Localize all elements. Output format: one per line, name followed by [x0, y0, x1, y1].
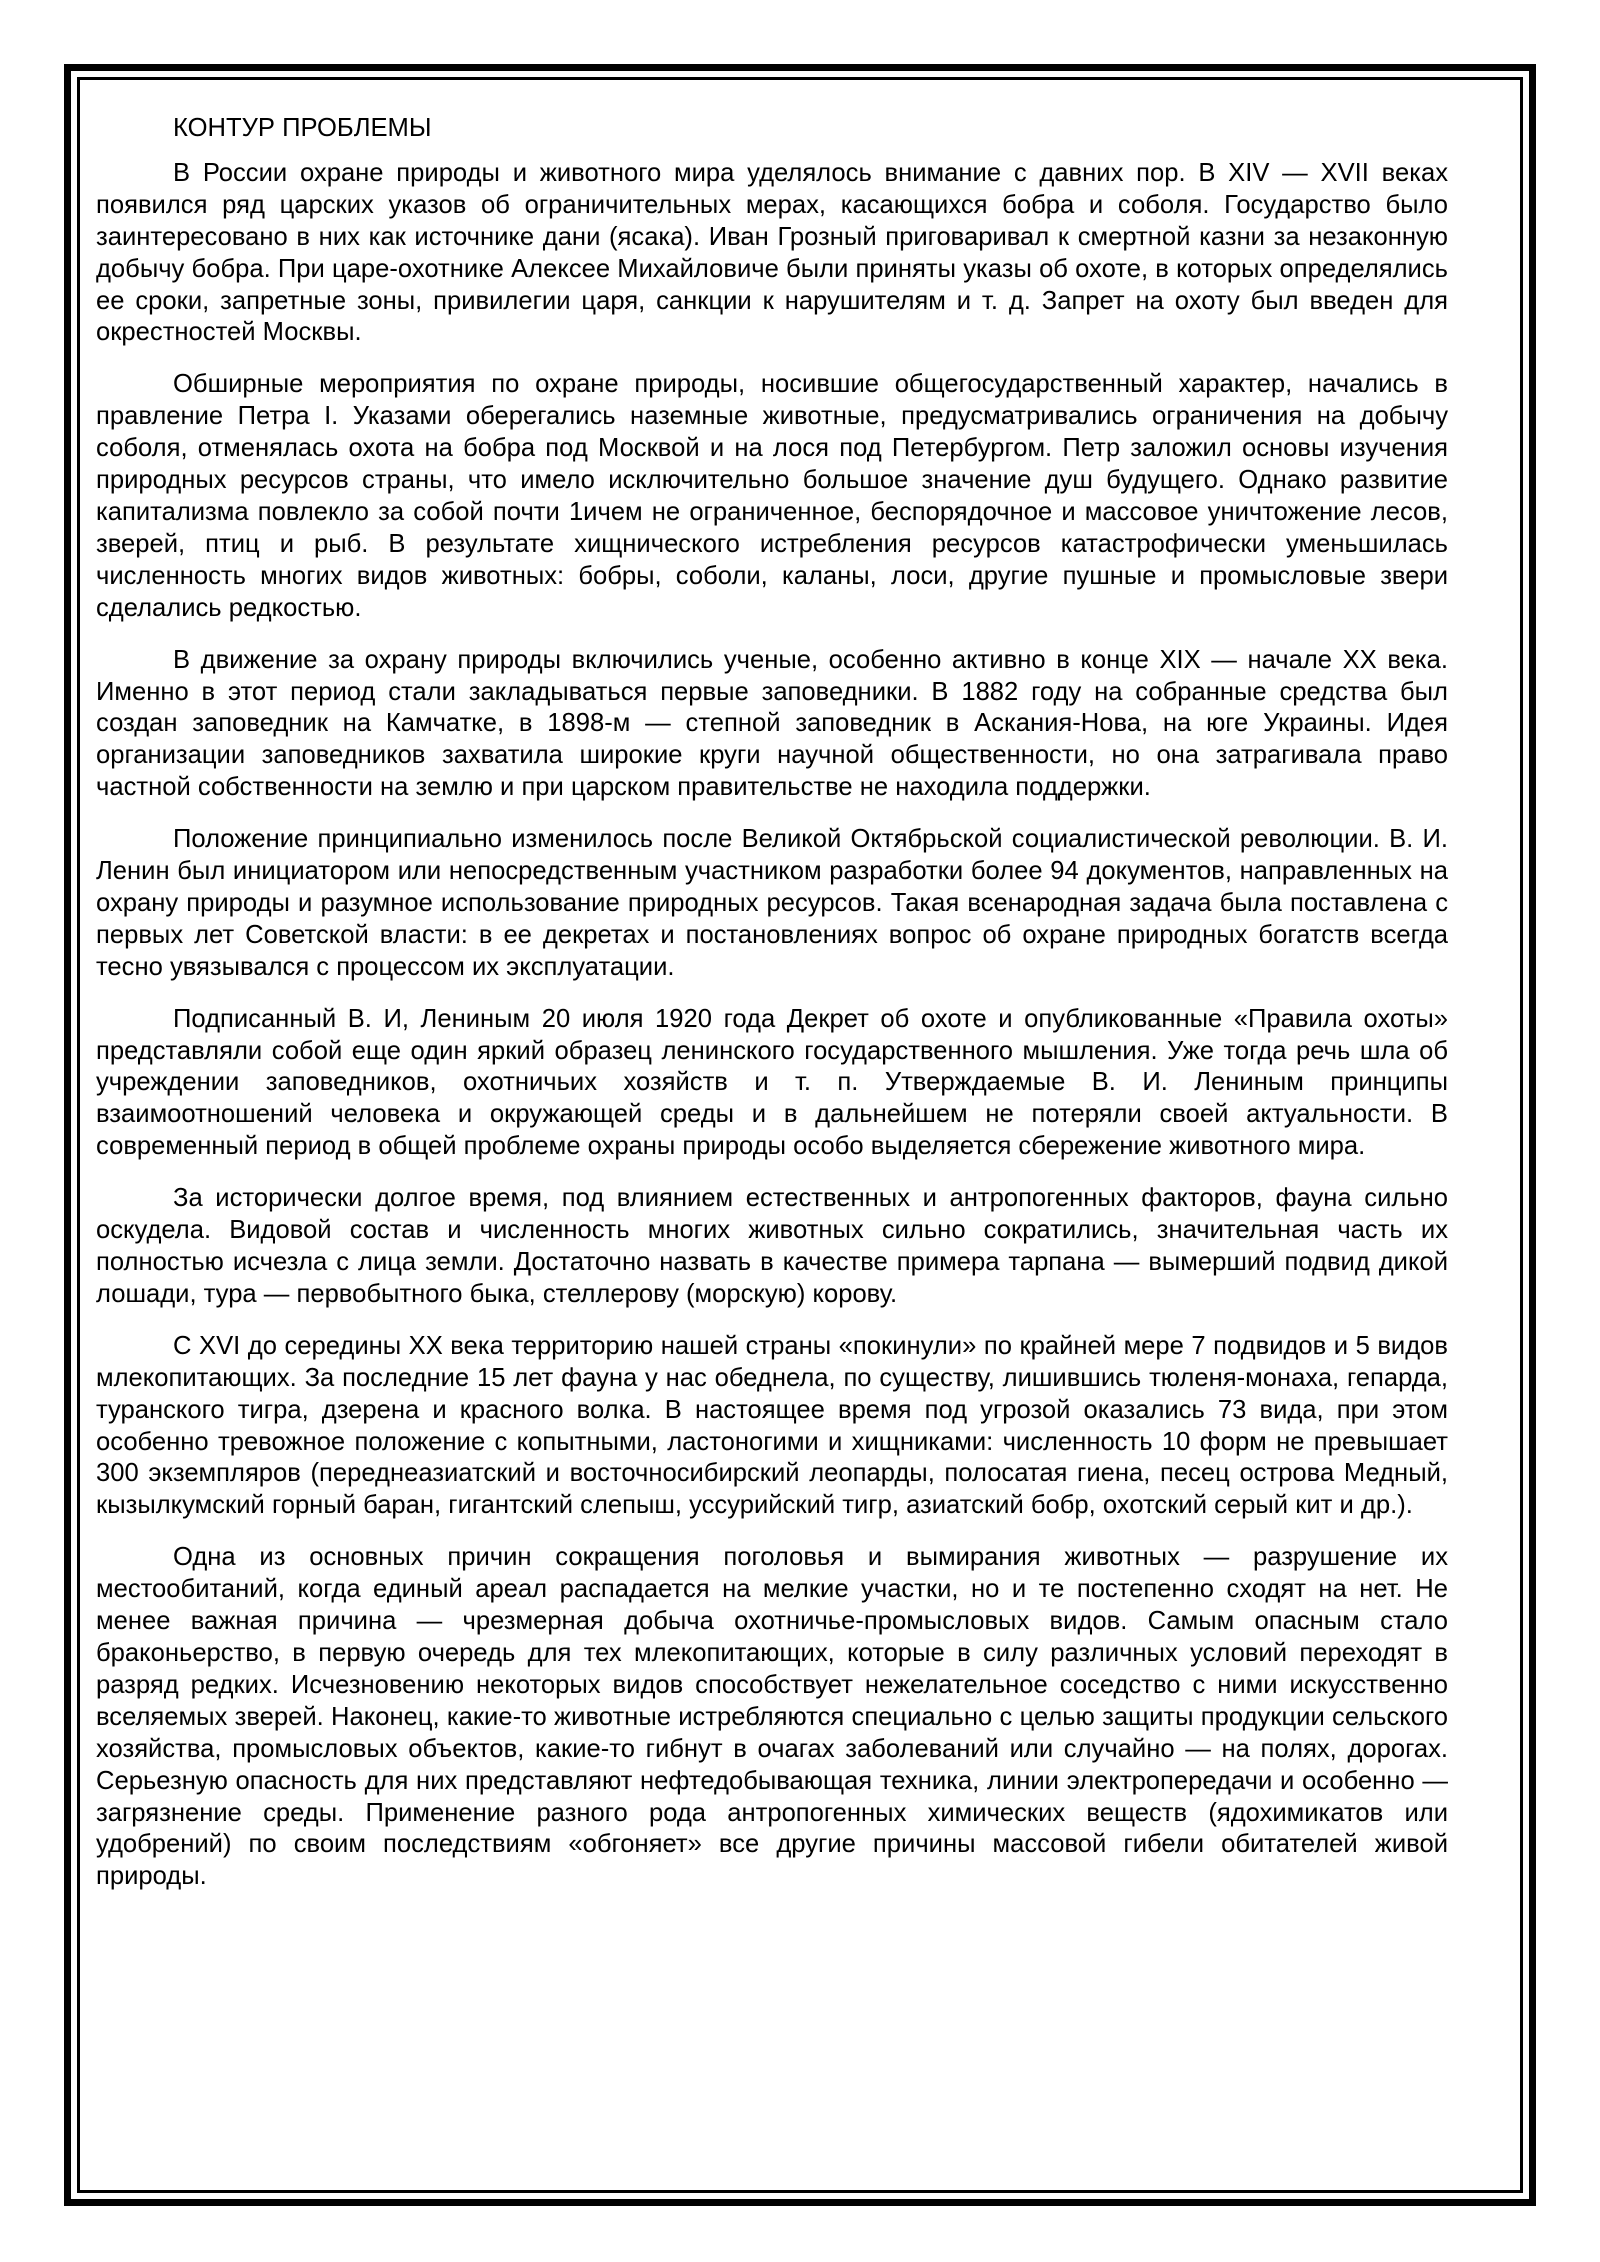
document-heading: КОНТУР ПРОБЛЕМЫ	[173, 114, 432, 142]
paragraph-4: Положение принципиально изменилось после Великой Октябрьской социалистической революции. В. И. Ленин был инициатором или непосредственным участником разработки более 94 документов, направленных на охрану природы и разумное использование природных ресурсов. Такая всенародная задача была поставлена с первых лет Советской власти: в ее декретах и постановлениях вопрос об охране природных богатств всегда тесно увязывался с процессом их эксплуатации.	[96, 825, 1448, 981]
paragraph-2: Обширные мероприятия по охране природы, носившие общегосударственный характер, начались в правление Петра I. Указами оберегались наземные животные, предусматривались ограничения на добычу соболя, отменялась охота на бобра под Москвой и на лося под Петербургом. Петр заложил основы изучения природных ресурсов страны, что имело исключительно большое значение душ будущего. Однако развитие капитализма повлекло за собой почти 1ичем не ограниченное, беспорядочное и массовое уничтожение лесов, зверей, птиц и рыб. В результате хищнического истребления ресурсов катастрофически уменьшилась численность многих видов животных: бобры, соболи, каланы, лоси, другие пушные и промысловые звери сделались редкостью.	[96, 370, 1448, 622]
document-body	[96, 113, 1448, 1913]
paragraph-6: За исторически долгое время, под влиянием естественных и антропогенных факторов, фауна сильно оскудела. Видовой состав и численность многих животных сильно сократились, значительная часть их полностью исчезла с лица земли. Достаточно назвать в качестве примера тарпана — вымерший подвид дикой лошади, тура — первобытного быка, стеллерову (морскую) корову.	[96, 1184, 1448, 1308]
paragraph-5: Подписанный В. И, Лениным 20 июля 1920 года Декрет об охоте и опубликованные «Правила охоты» представляли собой еще один яркий образец ленинского государственного мышления. Уже тогда речь шла об учреждении заповедников, охотничьих хозяйств и т. п. Утверждаемые В. И. Лениным принципы взаимоотношений человека и окружающей среды и в дальнейшем не потеряли своей актуальности. В современный период в общей проблеме охраны природы особо выделяется сбережение животного мира.	[96, 1004, 1448, 1161]
paragraph-1: В России охране природы и животного мира уделялось внимание с давних пор. В XIV — XVII веках появился ряд царских указов об ограничительных мерах, касающихся бобра и соболя. Государство было заинтересовано в них как источнике дани (ясака). Иван Грозный приговаривал к смертной казни за незаконную добычу бобра. При царе-охотнике Алексее Михайловиче были приняты указы об охоте, в которых определялись ее сроки, запретные зоны, привилегии царя, санкции к нарушителям и т. д. Запрет на охоту был введен для окрестностей Москвы.	[96, 158, 1448, 347]
paragraph-7: С XVI до середины XX века территорию нашей страны «покинули» по крайней мере 7 подвидов и 5 видов млекопитающих. За последние 15 лет фауна у нас обеднела, по существу, лишившись тюленя-монаха, гепарда, туранского тигра, дзерена и красного волка. В настоящее время под угрозой оказались 73 вида, при этом особенно тревожное положение с копытными, ластоногими и хищниками: численность 10 форм не превышает 300 экземпляров (переднеазиатский и восточносибирский леопарды, полосатая гиена, песец острова Медный, кызылкумский горный баран, гигантский слепыш, уссурийский тигр, азиатский бобр, охотский серый кит и др.).	[96, 1331, 1448, 1520]
paragraph-3: В движение за охрану природы включились ученые, особенно активно в конце XIX — начале XX века. Именно в этот период стали закладываться первые заповедники. В 1882 году на собранные средства был создан заповедник на Камчатке, в 1898-м — степной заповедник в Аскания-Нова, на юге Украины. Идея организации заповедников захватила широкие круги научной общественности, но она затрагивала право частной собственности на землю и при царском правительстве не находила поддержки.	[96, 645, 1448, 802]
paragraph-8: Одна из основных причин сокращения поголовья и вымирания животных — разрушение их местообитаний, когда единый ареал распадается на мелкие участки, но и те постепенно сходят на нет. Не менее важная причина — чрезмерная добыча охотничье-промысловых видов. Самым опасным стало браконьерство, в первую очередь для тех млекопитающих, которые в силу различных условий переходят в разряд редких. Исчезновению некоторых видов способствует нежелательное соседство с ними искусственно вселяемых зверей. Наконец, какие-то животные истребляются специально с целью защиты продукции сельского хозяйства, промысловых объектов, какие-то гибнут в очагах заболеваний или случайно — на полях, дорогах. Серьезную опасность для них представляют нефтедобывающая техника, линии электропередачи и особенно — загрязнение среды. Применение разного рода антропогенных химических веществ (ядохимикатов или удобрений) по своим последствиям «обгоняет» все другие причины массовой гибели обитателей живой природы.	[96, 1543, 1448, 1891]
